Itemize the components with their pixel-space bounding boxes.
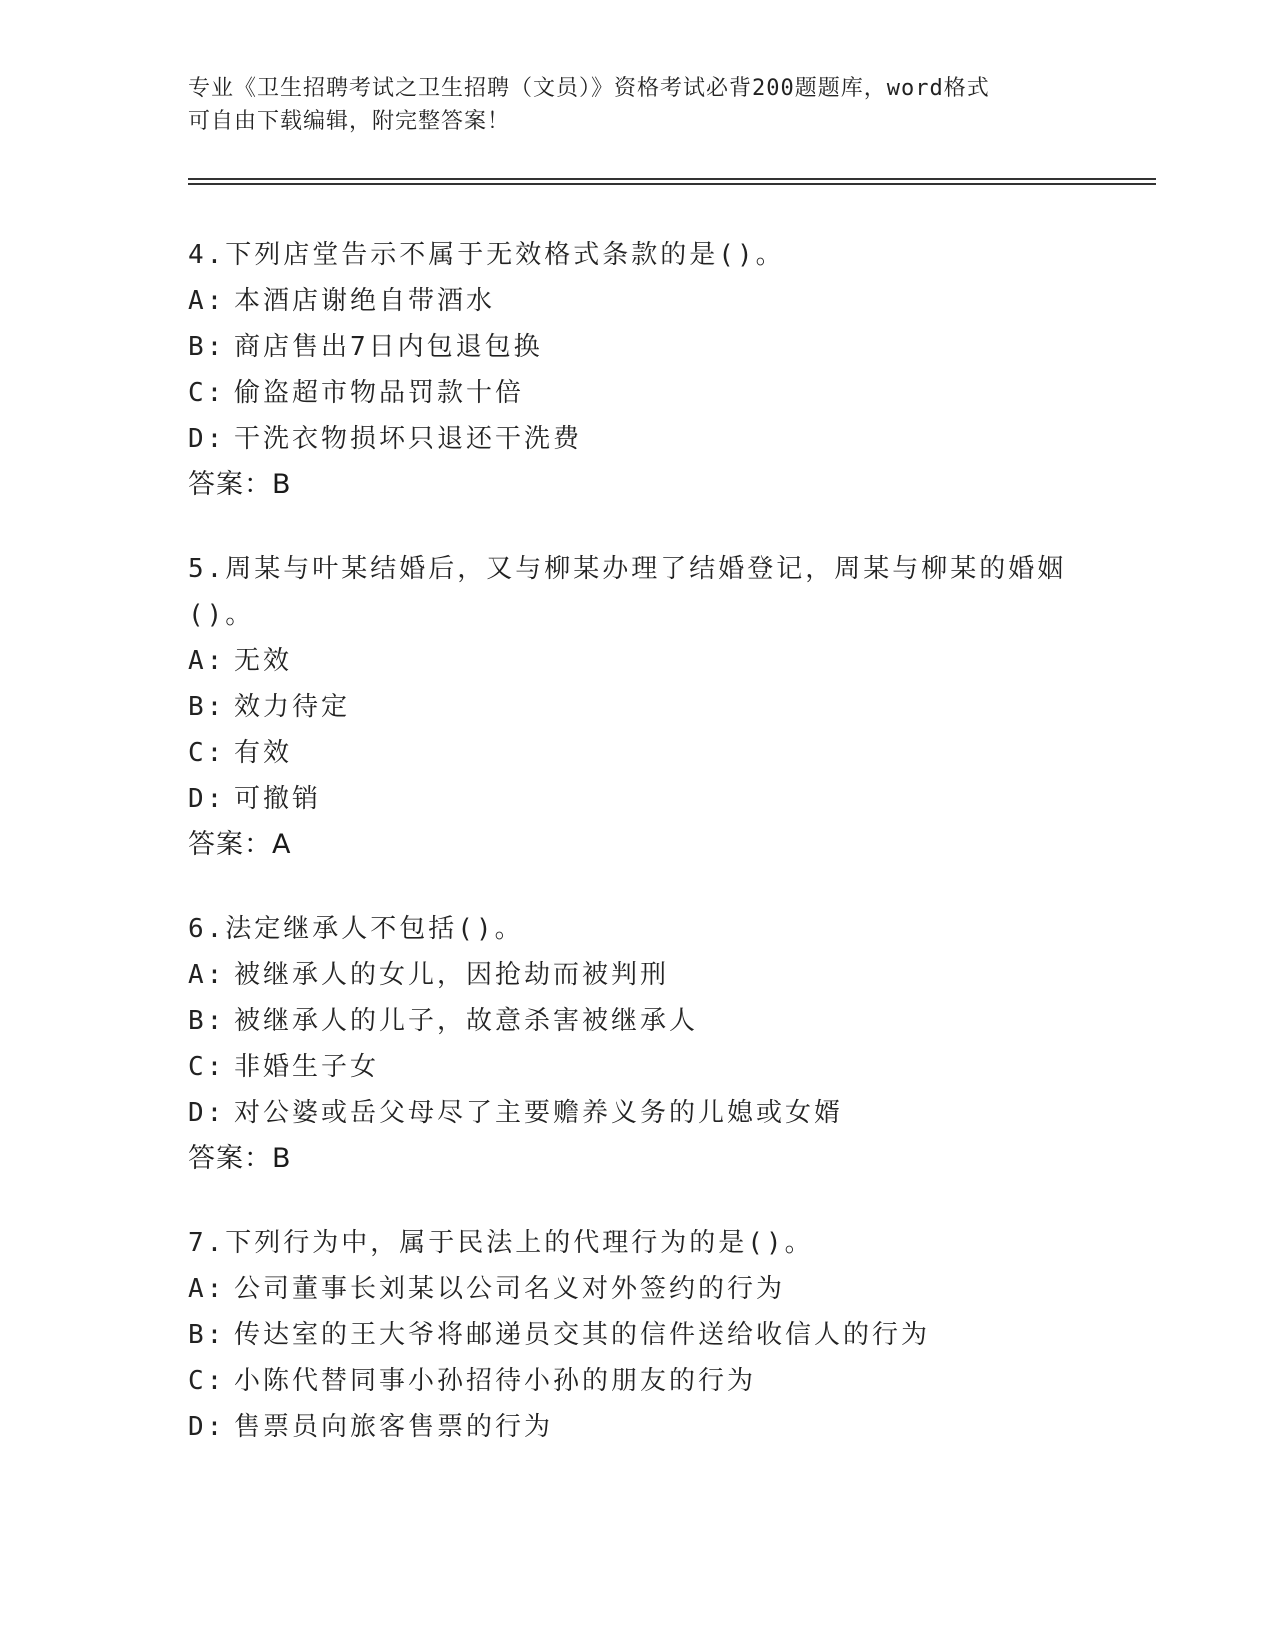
answer-option xyxy=(188,370,1088,416)
option-letter: C: xyxy=(188,738,226,768)
answer-option xyxy=(188,1044,1088,1090)
answer-option xyxy=(188,952,1088,998)
question-stem xyxy=(188,1220,1088,1266)
question-block xyxy=(188,546,1088,868)
option-letter: C: xyxy=(188,1366,226,1396)
option-letter: C: xyxy=(188,1052,226,1082)
option-letter: B: xyxy=(188,1006,226,1036)
answer-option xyxy=(188,1090,1088,1136)
option-letter: A: xyxy=(188,286,226,316)
question-stem xyxy=(188,906,1088,952)
option-text: 被继承人的儿子，故意杀害被继承人 xyxy=(234,1006,699,1036)
option-letter: C: xyxy=(188,378,226,408)
answer-option xyxy=(188,278,1088,324)
question-block xyxy=(188,906,1088,1182)
answer-key: 答案：B xyxy=(188,1143,292,1174)
question-stem xyxy=(188,546,1088,638)
answer-option xyxy=(188,1312,1088,1358)
option-text: 被继承人的女儿，因抢劫而被判刑 xyxy=(234,960,670,990)
option-letter: D: xyxy=(188,1098,226,1128)
answer-key: 答案：A xyxy=(188,829,292,860)
option-text: 售票员向旅客售票的行为 xyxy=(234,1412,554,1442)
document-header xyxy=(188,72,1088,138)
header-line-1: 专业《卫生招聘考试之卫生招聘（文员）》资格考试必背200题题库，word格式 xyxy=(188,76,990,101)
question-stem-line: 5.周某与叶某结婚后，又与柳某办理了结婚登记，周某与柳某的婚姻 xyxy=(188,554,1067,584)
question-block xyxy=(188,232,1088,508)
answer-option xyxy=(188,324,1088,370)
answer-option xyxy=(188,638,1088,684)
question-stem-line: 6.法定继承人不包括()。 xyxy=(188,914,524,944)
answer-key: 答案：B xyxy=(188,469,292,500)
option-text: 偷盗超市物品罚款十倍 xyxy=(234,378,525,408)
header-line-2: 可自由下载编辑，附完整答案！ xyxy=(188,109,511,134)
header-divider-top xyxy=(188,178,1156,180)
option-text: 非婚生子女 xyxy=(234,1052,380,1082)
option-letter: D: xyxy=(188,424,226,454)
option-letter: B: xyxy=(188,1320,226,1350)
question-stem-line: ()。 xyxy=(188,600,255,630)
option-text: 商店售出7日内包退包换 xyxy=(234,332,543,362)
answer-option xyxy=(188,1404,1088,1450)
answer-option xyxy=(188,1266,1088,1312)
option-text: 传达室的王大爷将邮递员交其的信件送给收信人的行为 xyxy=(234,1320,931,1350)
question-stem-line: 4.下列店堂告示不属于无效格式条款的是()。 xyxy=(188,240,785,270)
header-divider-bottom xyxy=(188,183,1156,185)
option-text: 本酒店谢绝自带酒水 xyxy=(234,286,496,316)
option-letter: A: xyxy=(188,1274,226,1304)
answer-option xyxy=(188,684,1088,730)
option-letter: A: xyxy=(188,960,226,990)
option-letter: A: xyxy=(188,646,226,676)
option-text: 干洗衣物损坏只退还干洗费 xyxy=(234,424,583,454)
answer-option xyxy=(188,416,1088,462)
option-text: 有效 xyxy=(234,738,293,768)
option-text: 公司董事长刘某以公司名义对外签约的行为 xyxy=(234,1274,786,1304)
answer-option xyxy=(188,1358,1088,1404)
option-text: 对公婆或岳父母尽了主要赡养义务的儿媳或女婿 xyxy=(234,1098,844,1128)
option-text: 可撤销 xyxy=(234,784,322,814)
question-block xyxy=(188,1220,1088,1450)
option-text: 小陈代替同事小孙招待小孙的朋友的行为 xyxy=(234,1366,757,1396)
answer-option xyxy=(188,730,1088,776)
option-letter: D: xyxy=(188,784,226,814)
answer-option xyxy=(188,776,1088,822)
question-list xyxy=(188,232,1088,1488)
option-letter: B: xyxy=(188,332,226,362)
answer-option xyxy=(188,998,1088,1044)
option-text: 无效 xyxy=(234,646,293,676)
option-letter: B: xyxy=(188,692,226,722)
option-letter: D: xyxy=(188,1412,226,1442)
option-text: 效力待定 xyxy=(234,692,351,722)
question-stem xyxy=(188,232,1088,278)
question-stem-line: 7.下列行为中，属于民法上的代理行为的是()。 xyxy=(188,1228,814,1258)
